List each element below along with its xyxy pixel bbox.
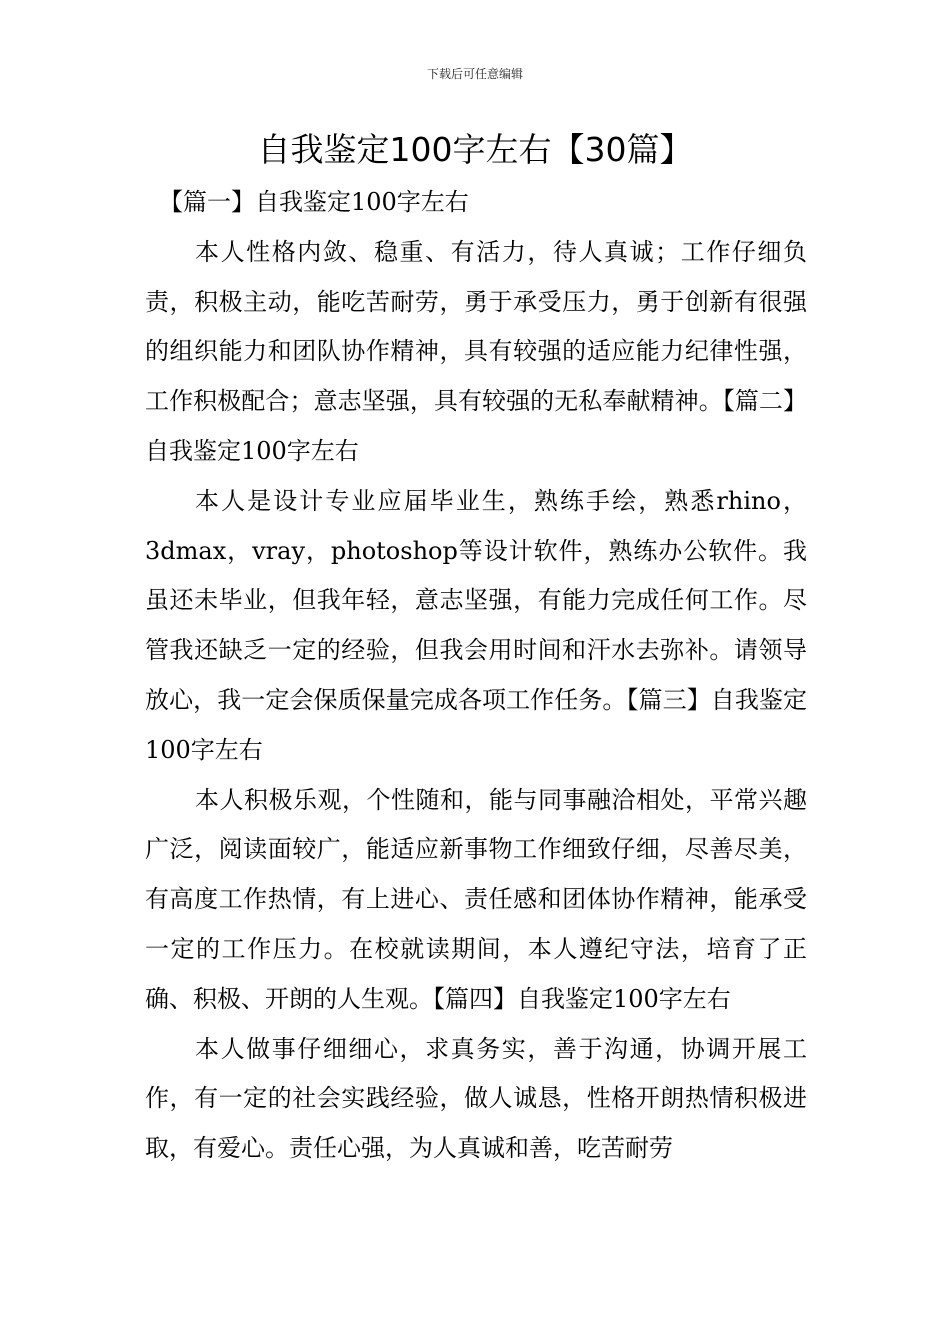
section-heading-2: 【篇二】自我鉴定100字左右	[145, 387, 808, 465]
section-paragraph-3	[145, 776, 807, 1025]
section-body-4: 本人做事仔细细心，求真务实，善于沟通，协调开展工作，有一定的社会实践经验，做人诚恳，性格开朗热情积极进取，有爱心。责任心强，为人真诚和善，吃苦耐劳	[145, 1034, 807, 1163]
header-note: 下载后可任意编辑	[426, 67, 523, 81]
document-title: 自我鉴定100字左右【30篇】	[257, 130, 693, 169]
section-paragraph-4	[145, 1025, 807, 1174]
section-paragraph-1	[145, 228, 807, 477]
section-heading-3: 【篇三】自我鉴定100字左右	[145, 685, 808, 764]
section-body-1: 本人性格内敛、稳重、有活力，待人真诚；工作仔细负责，积极主动，能吃苦耐劳，勇于承受压力，勇于创新有很强的组织能力和团队协作精神，具有较强的适应能力纪律性强，工作积极配合；意志坚强，具有较强的无私奉献精神。	[145, 237, 807, 416]
section-heading-4: 【篇四】自我鉴定100字左右	[433, 984, 731, 1013]
section-heading-1: 【篇一】自我鉴定100字左右	[159, 188, 469, 216]
section-body-3: 本人积极乐观，个性随和，能与同事融洽相处，平常兴趣广泛，阅读面较广，能适应新事物工作细致仔细，尽善尽美，有高度工作热情，有上进心、责任感和团体协作精神，能承受一定的工作压力。在校就读期间，本人遵纪守法，培育了正确、积极、开朗的人生观。	[145, 785, 807, 1013]
section-paragraph-2	[145, 477, 807, 776]
section-body-2: 本人是设计专业应届毕业生，熟练手绘，熟悉rhino，3dmax，vray，photoshop等设计软件，熟练办公软件。我虽还未毕业，但我年轻，意志坚强，有能力完成任何工作。尽管我还缺乏一定的经验，但我会用时间和汗水去弥补。请领导放心，我一定会保质保量完成各项工作任务。	[145, 486, 807, 714]
document-body	[145, 178, 807, 1174]
